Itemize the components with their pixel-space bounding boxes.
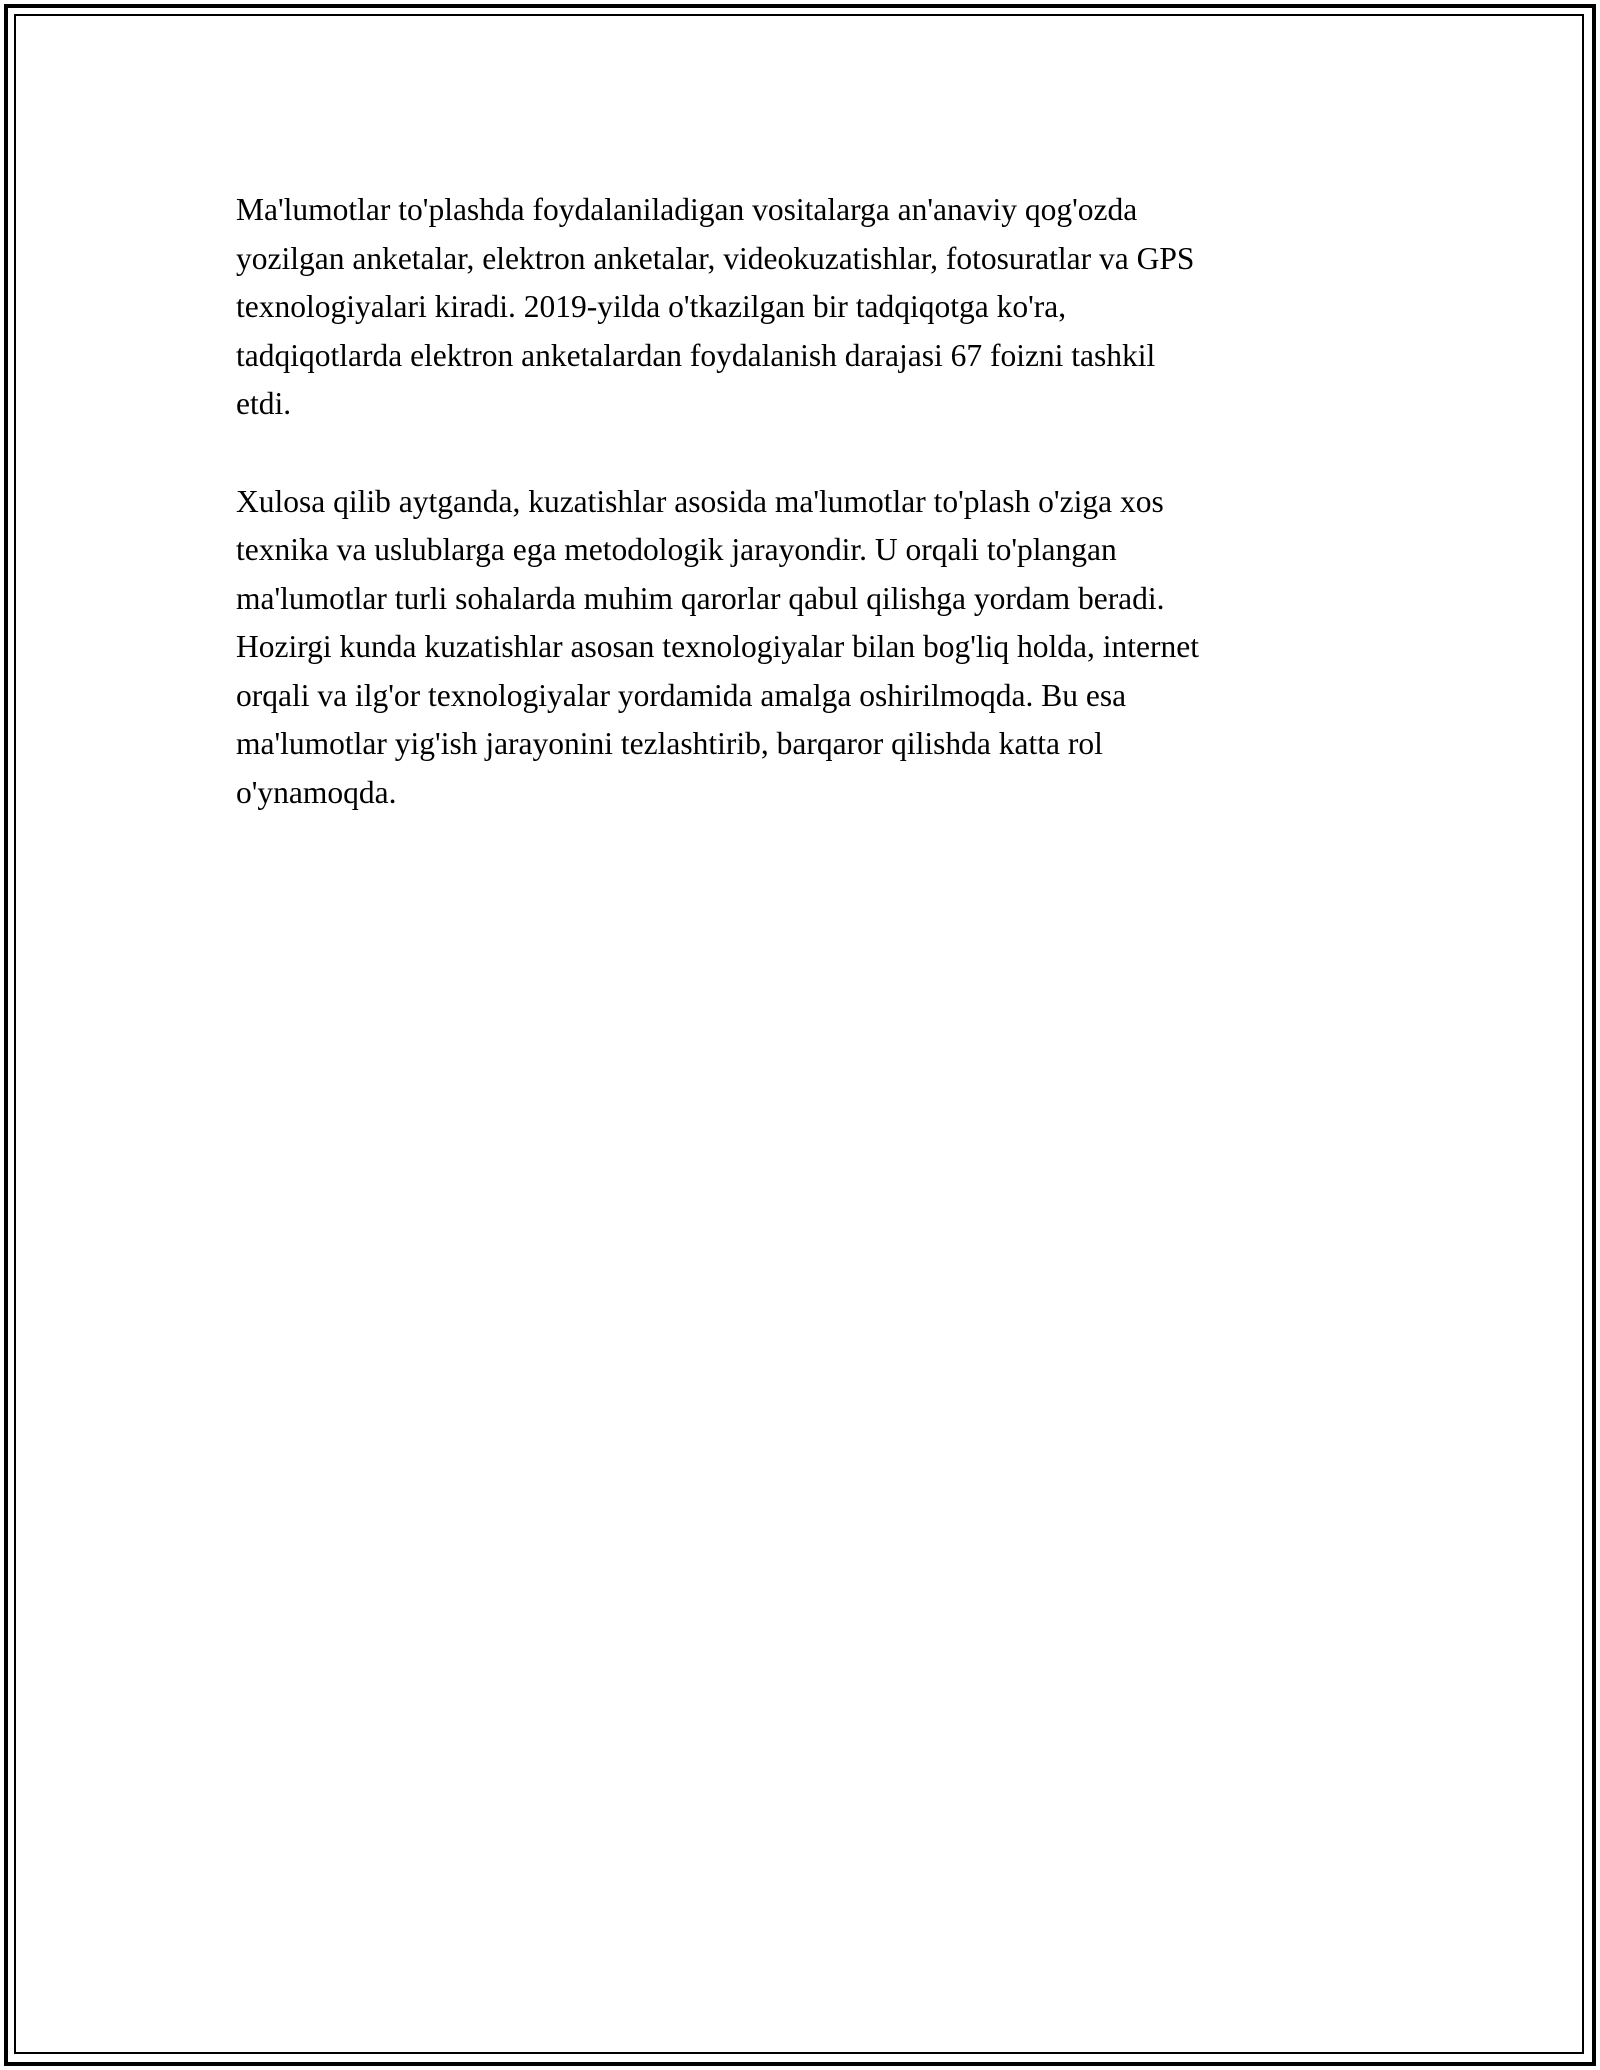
text-line: yozilgan anketalar, elektron anketalar, videokuzatishlar, fotosuratlar va GPS <box>236 240 1195 276</box>
text-line: Xulosa qilib aytganda, kuzatishlar asosida ma'lumotlar to'plash o'ziga xos <box>236 483 1164 519</box>
text-line: texnologiyalari kiradi. 2019-yilda o'tkazilgan bir tadqiqotga ko'ra, <box>236 289 1067 324</box>
text-line: Hozirgi kunda kuzatishlar asosan texnologiyalar bilan bog'liq holda, internet <box>236 629 1199 664</box>
text-line: texnika va uslublarga ega metodologik jarayondir. U orqali to'plangan <box>236 532 1117 567</box>
text-line: tadqiqotlarda elektron anketalardan foydalanish darajasi 67 foizni tashkil <box>236 337 1156 373</box>
paragraph-conclusion <box>236 478 1366 818</box>
text-line: ma'lumotlar yig'ish jarayonini tezlashtirib, barqaror qilishda katta rol <box>236 726 1103 761</box>
text-line: Ma'lumotlar to'plashda foydalaniladigan vositalarga an'anaviy qog'ozda <box>236 192 1138 227</box>
text-line: o'ynamoqda. <box>236 774 397 810</box>
text-line: etdi. <box>236 386 292 421</box>
document-body <box>236 186 1366 817</box>
text-line: orqali va ilg'or texnologiyalar yordamida amalga oshirilmoqda. Bu esa <box>236 677 1127 713</box>
paragraph-data-collection-tools <box>236 186 1366 429</box>
text-line: ma'lumotlar turli sohalarda muhim qarorlar qabul qilishga yordam beradi. <box>236 580 1165 616</box>
